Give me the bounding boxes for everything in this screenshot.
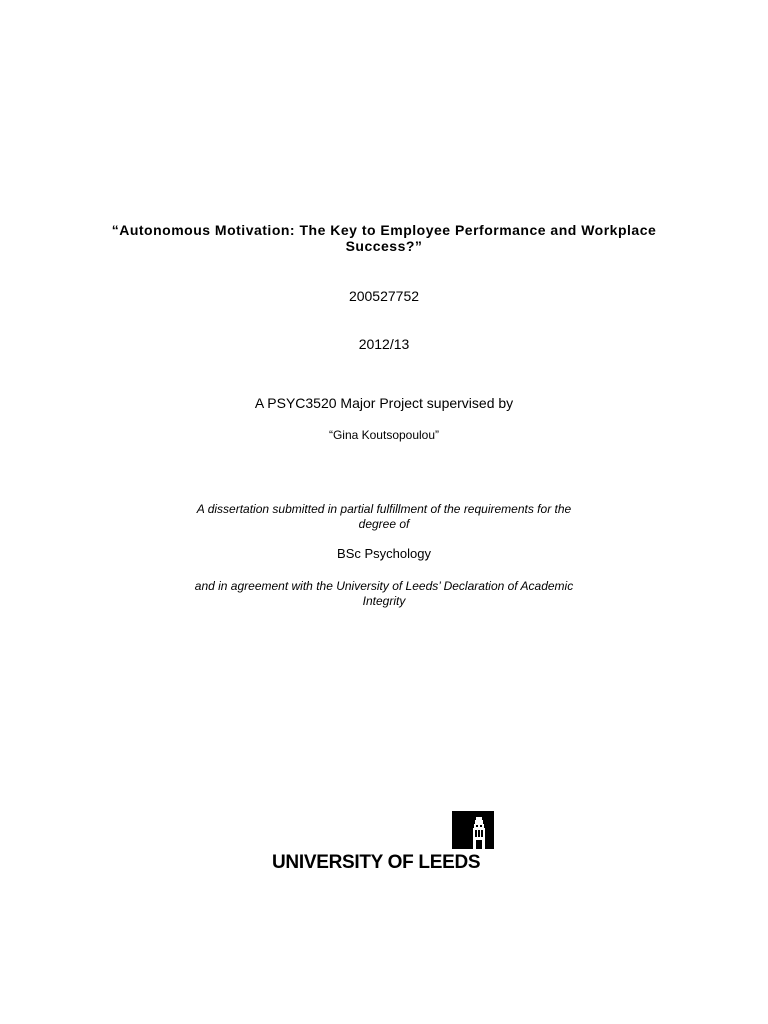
university-tower-icon [452, 811, 494, 849]
supervisor-name: “Gina Koutsopoulou” [328, 428, 440, 442]
dissertation-statement: A dissertation submitted in partial fulfillment of the requirements for the degree of [196, 502, 572, 531]
project-line: A PSYC3520 Major Project supervised by [254, 395, 514, 411]
student-id: 200527752 [348, 288, 420, 304]
academic-year: 2012/13 [358, 336, 410, 352]
degree-name: BSc Psychology [337, 546, 431, 561]
dissertation-title: “Autonomous Motivation: The Key to Employee Performance and Workplace Success?” [111, 222, 657, 254]
university-name: UNIVERSITY OF LEEDS [272, 852, 481, 873]
integrity-statement: and in agreement with the University of Leeds’ Declaration of Academic Integrity [194, 579, 574, 608]
